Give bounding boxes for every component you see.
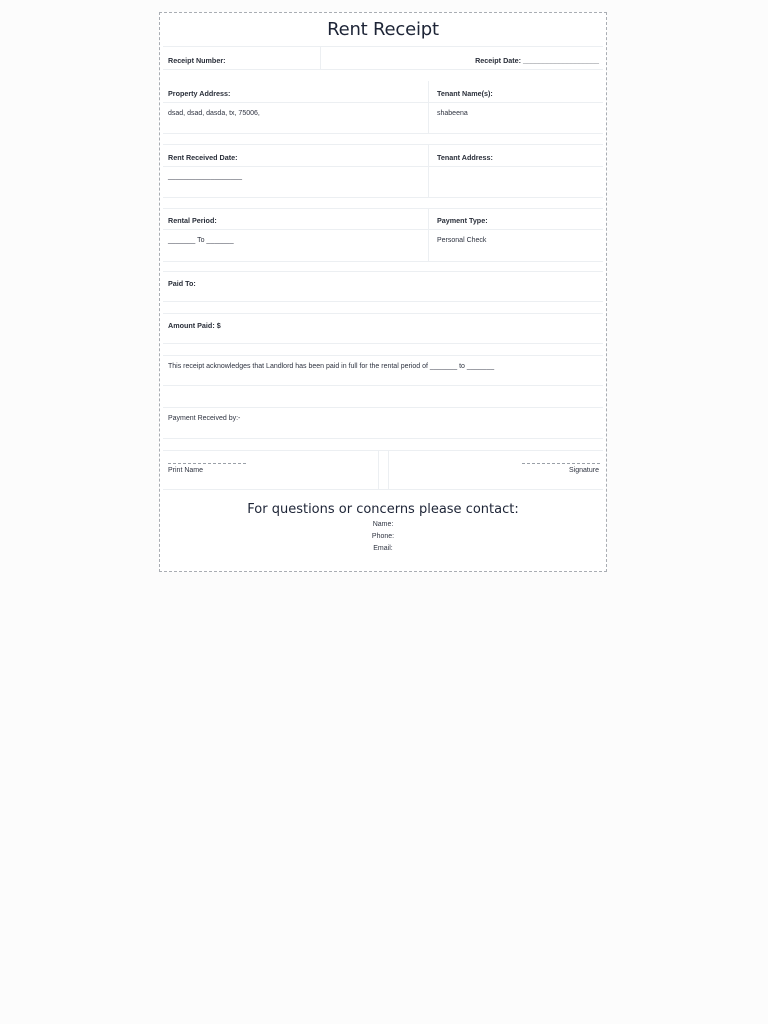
acknowledgement-text: This receipt acknowledges that Landlord has been paid in full for the rental period of _______ to _______ xyxy=(168,363,495,370)
divider xyxy=(163,385,603,386)
contact-heading: For questions or concerns please contact: xyxy=(247,502,519,517)
rent-received-date-label: Rent Received Date: xyxy=(168,153,238,162)
divider xyxy=(378,451,379,489)
rent-receipt-form xyxy=(159,12,607,572)
tenant-address-label: Tenant Address: xyxy=(437,153,493,162)
rent-received-date-value: ___________________ xyxy=(168,173,242,180)
receipt-date-label: Receipt Date: ___________________ xyxy=(475,56,599,65)
divider xyxy=(163,407,603,408)
divider xyxy=(163,133,603,134)
property-address-label: Property Address: xyxy=(168,89,231,98)
divider xyxy=(163,69,603,70)
divider xyxy=(163,197,603,198)
divider xyxy=(163,46,603,47)
divider xyxy=(163,229,603,230)
payment-received-by-text: Payment Received by:- xyxy=(168,415,241,422)
print-name-label: Print Name xyxy=(168,467,204,474)
divider xyxy=(388,451,389,489)
divider xyxy=(428,209,429,261)
contact-email-label: Email: xyxy=(373,545,393,552)
divider xyxy=(163,489,603,490)
divider xyxy=(163,166,603,167)
payment-type-value: Personal Check xyxy=(437,237,487,244)
contact-name-label: Name: xyxy=(372,521,394,528)
receipt-title: Rent Receipt xyxy=(327,19,439,40)
print-name-line xyxy=(168,463,246,464)
divider xyxy=(163,355,603,356)
divider xyxy=(163,343,603,344)
tenant-names-value: shabeena xyxy=(437,110,468,117)
rental-period-value: _______ To _______ xyxy=(168,237,234,244)
divider xyxy=(163,144,603,145)
divider xyxy=(163,301,603,302)
tenant-names-label: Tenant Name(s): xyxy=(437,89,493,98)
divider xyxy=(163,261,603,262)
divider xyxy=(320,47,321,69)
divider xyxy=(428,145,429,197)
divider xyxy=(163,313,603,314)
payment-type-label: Payment Type: xyxy=(437,216,488,225)
paid-to-label: Paid To: xyxy=(168,279,196,288)
rental-period-label: Rental Period: xyxy=(168,216,217,225)
divider xyxy=(163,271,603,272)
amount-paid-label: Amount Paid: $ xyxy=(168,321,221,330)
signature-label: Signature xyxy=(569,467,599,474)
divider xyxy=(163,438,603,439)
divider xyxy=(163,102,603,103)
contact-phone-label: Phone: xyxy=(371,533,395,540)
divider xyxy=(163,208,603,209)
property-address-value: dsad, dsad, dasda, tx, 75006, xyxy=(168,110,260,117)
signature-line xyxy=(522,463,600,464)
divider xyxy=(428,81,429,133)
receipt-number-label: Receipt Number: xyxy=(168,56,226,65)
divider xyxy=(163,450,603,451)
